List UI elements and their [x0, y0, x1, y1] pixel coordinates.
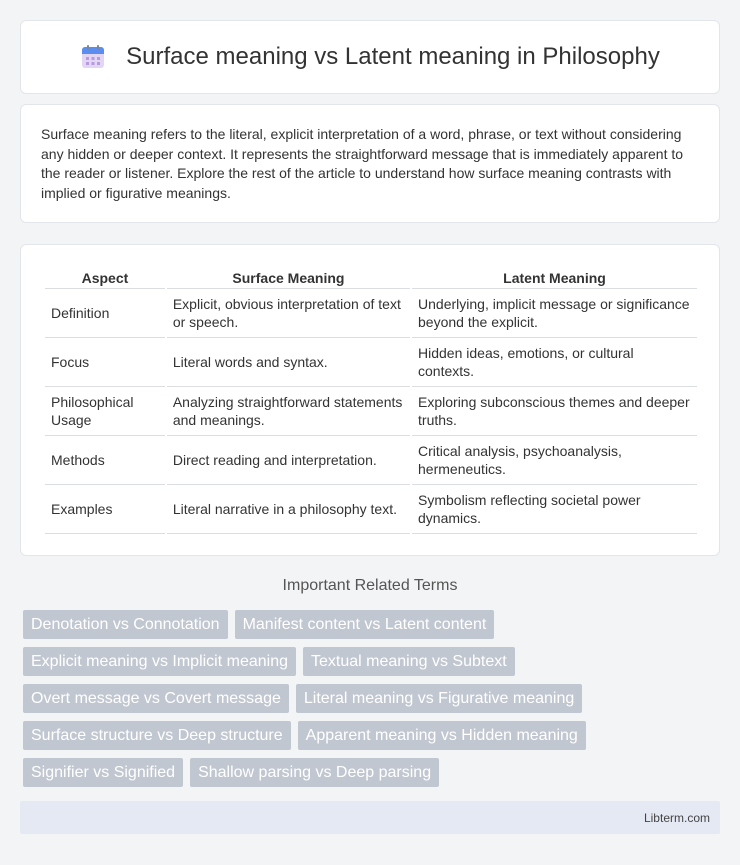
- table-cell: Literal narrative in a philosophy text.: [167, 485, 410, 534]
- calendar-icon: [80, 44, 106, 70]
- column-header-aspect: Aspect: [45, 267, 165, 289]
- related-term-link[interactable]: Denotation vs Connotation: [23, 610, 228, 639]
- related-term-link[interactable]: Explicit meaning vs Implicit meaning: [23, 647, 296, 676]
- table-row: [45, 338, 697, 387]
- table-cell: Underlying, implicit message or significance beyond the explicit.: [412, 289, 697, 338]
- table-row: [45, 289, 697, 338]
- table-cell: Definition: [45, 289, 165, 338]
- table-cell: Symbolism reflecting societal power dynamics.: [412, 485, 697, 534]
- table-cell: Focus: [45, 338, 165, 387]
- table-row: [45, 485, 697, 534]
- table-header-row: [45, 267, 697, 289]
- table-cell: Examples: [45, 485, 165, 534]
- related-term-link[interactable]: Literal meaning vs Figurative meaning: [296, 684, 582, 713]
- table-row: [45, 436, 697, 485]
- table-cell: Analyzing straightforward statements and meanings.: [167, 387, 410, 436]
- table-cell: Direct reading and interpretation.: [167, 436, 410, 485]
- table-cell: Hidden ideas, emotions, or cultural contexts.: [412, 338, 697, 387]
- related-terms-title: Important Related Terms: [282, 577, 458, 594]
- page-title: Surface meaning vs Latent meaning in Philosophy: [126, 43, 660, 70]
- intro-text: Surface meaning refers to the literal, explicit interpretation of a word, phrase, or text without considering any hidden or deeper context. It represents the straightforward message that is immediately apparent to the reader or listener. Explore the rest of the article to understand how surface meaning contrasts with implied or figurative meanings.: [41, 126, 684, 201]
- related-term-link[interactable]: Apparent meaning vs Hidden meaning: [298, 721, 586, 750]
- table-cell: Critical analysis, psychoanalysis, hermeneutics.: [412, 436, 697, 485]
- related-terms-list: [23, 610, 623, 787]
- related-term-link[interactable]: Shallow parsing vs Deep parsing: [190, 758, 439, 787]
- related-term-link[interactable]: Signifier vs Signified: [23, 758, 183, 787]
- related-term-link[interactable]: Manifest content vs Latent content: [235, 610, 495, 639]
- footer-brand-link[interactable]: Libterm.com: [643, 810, 710, 825]
- table-row: [45, 387, 697, 436]
- intro-card: [20, 104, 720, 223]
- related-term-link[interactable]: Overt message vs Covert message: [23, 684, 289, 713]
- table-cell: Philosophical Usage: [45, 387, 165, 436]
- table-cell: Exploring subconscious themes and deeper truths.: [412, 387, 697, 436]
- column-header-surface: Surface Meaning: [167, 267, 410, 289]
- comparison-table-card: [20, 244, 720, 556]
- footer: [20, 801, 720, 834]
- comparison-table: [43, 267, 699, 534]
- header-card: [20, 20, 720, 94]
- table-cell: Methods: [45, 436, 165, 485]
- related-term-link[interactable]: Textual meaning vs Subtext: [303, 647, 515, 676]
- table-cell: Literal words and syntax.: [167, 338, 410, 387]
- column-header-latent: Latent Meaning: [412, 267, 697, 289]
- related-term-link[interactable]: Surface structure vs Deep structure: [23, 721, 291, 750]
- table-cell: Explicit, obvious interpretation of text or speech.: [167, 289, 410, 338]
